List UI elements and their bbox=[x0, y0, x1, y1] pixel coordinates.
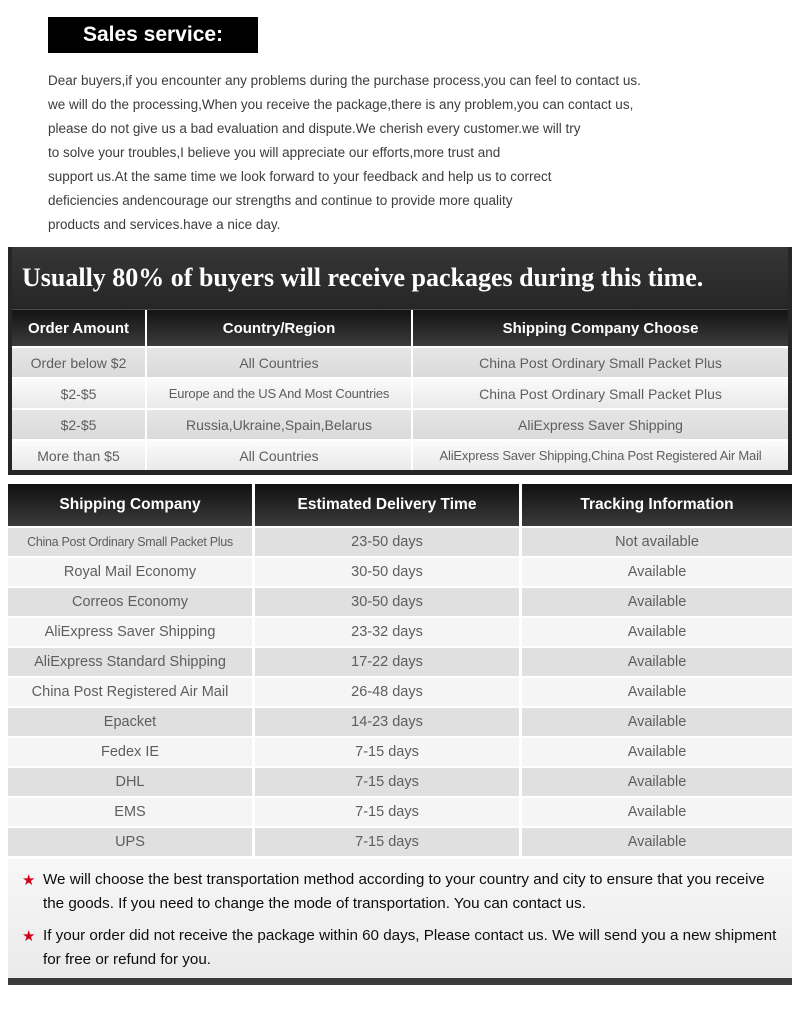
star-icon: ★ bbox=[22, 872, 36, 889]
table-cell: 30-50 days bbox=[252, 588, 519, 616]
table-cell: Available bbox=[519, 558, 792, 586]
table-cell: China Post Ordinary Small Packet Plus bbox=[411, 348, 788, 377]
table-cell: DHL bbox=[8, 768, 252, 796]
table-cell: AliExpress Standard Shipping bbox=[8, 648, 252, 676]
table-cell: 7-15 days bbox=[252, 768, 519, 796]
table-cell: China Post Ordinary Small Packet Plus bbox=[8, 528, 252, 556]
table-cell: 7-15 days bbox=[252, 828, 519, 856]
table-cell: Fedex IE bbox=[8, 738, 252, 766]
intro-line: Dear buyers,if you encounter any problems during the purchase process,you can feel to contact us. bbox=[48, 73, 641, 88]
note-item bbox=[20, 924, 780, 972]
table-cell: Available bbox=[519, 798, 792, 826]
table-row bbox=[8, 736, 792, 766]
table-row bbox=[8, 616, 792, 646]
table-row bbox=[8, 526, 792, 556]
table-row bbox=[8, 676, 792, 706]
table-row bbox=[12, 439, 788, 470]
table-cell: Available bbox=[519, 588, 792, 616]
table-cell: Not available bbox=[519, 528, 792, 556]
table-cell: Available bbox=[519, 768, 792, 796]
footer-notes bbox=[8, 859, 792, 985]
intro-paragraph bbox=[48, 69, 770, 237]
intro-line: products and services.have a nice day. bbox=[48, 217, 281, 232]
table-cell: UPS bbox=[8, 828, 252, 856]
table-cell: Available bbox=[519, 708, 792, 736]
table-cell: 30-50 days bbox=[252, 558, 519, 586]
note-text: We will choose the best transportation method according to your country and city to ensure that you receive the goods. If you need to change the mode of transportation. You can contact us. bbox=[43, 871, 765, 912]
table-row bbox=[8, 766, 792, 796]
note-item bbox=[20, 868, 780, 916]
table-cell: More than $5 bbox=[12, 441, 145, 470]
table-cell: AliExpress Saver Shipping bbox=[8, 618, 252, 646]
table-cell: China Post Ordinary Small Packet Plus bbox=[411, 379, 788, 408]
table-cell: AliExpress Saver Shipping bbox=[411, 410, 788, 439]
intro-line: please do not give us a bad evaluation and dispute.We cherish every customer.we will try bbox=[48, 121, 581, 136]
table-cell: 7-15 days bbox=[252, 798, 519, 826]
header-cell-estimated-delivery-time: Estimated Delivery Time bbox=[252, 484, 519, 526]
table-cell: AliExpress Saver Shipping,China Post Registered Air Mail bbox=[411, 441, 788, 470]
table-row bbox=[8, 826, 792, 856]
table-row bbox=[8, 586, 792, 616]
note-text: If your order did not receive the package within 60 days, Please contact us. We will send you a new shipment for free or refund for you. bbox=[43, 927, 777, 968]
header-cell-shipping-company-choose: Shipping Company Choose bbox=[411, 310, 788, 346]
table-cell: EMS bbox=[8, 798, 252, 826]
table-cell: 23-32 days bbox=[252, 618, 519, 646]
table-cell: 7-15 days bbox=[252, 738, 519, 766]
table-cell: Order below $2 bbox=[12, 348, 145, 377]
delivery-times-table bbox=[8, 484, 792, 856]
sales-service-page bbox=[0, 17, 800, 1010]
header-cell-country-region: Country/Region bbox=[145, 310, 411, 346]
table-cell: Available bbox=[519, 618, 792, 646]
header-cell-order-amount: Order Amount bbox=[27, 319, 130, 337]
star-icon: ★ bbox=[22, 928, 36, 945]
intro-line: to solve your troubles,I believe you will appreciate our efforts,more trust and bbox=[48, 145, 501, 160]
table-cell: All Countries bbox=[145, 348, 411, 377]
table-cell: Available bbox=[519, 648, 792, 676]
promo-banner: Usually 80% of buyers will receive packages during this time. bbox=[12, 247, 788, 310]
table-cell: 17-22 days bbox=[252, 648, 519, 676]
shipping-rules-header-row bbox=[12, 310, 788, 346]
table-cell: Correos Economy bbox=[8, 588, 252, 616]
table-cell: 14-23 days bbox=[252, 708, 519, 736]
table-cell: Epacket bbox=[8, 708, 252, 736]
table-row bbox=[8, 706, 792, 736]
table-row bbox=[12, 377, 788, 408]
intro-line: deficiencies andencourage our strengths and continue to provide more quality bbox=[48, 193, 513, 208]
table-row bbox=[12, 346, 788, 377]
intro-line: support us.At the same time we look forward to your feedback and help us to correct bbox=[48, 169, 552, 184]
table-cell: Europe and the US And Most Countries bbox=[145, 379, 411, 408]
table-cell: Russia,Ukraine,Spain,Belarus bbox=[145, 410, 411, 439]
table-cell: Available bbox=[519, 828, 792, 856]
header-cell-tracking-information: Tracking Information bbox=[519, 484, 792, 526]
table-row bbox=[12, 408, 788, 439]
shipping-rules-table bbox=[8, 247, 792, 475]
table-row bbox=[8, 796, 792, 826]
table-cell: Royal Mail Economy bbox=[8, 558, 252, 586]
table-row bbox=[8, 646, 792, 676]
table-cell: 23-50 days bbox=[252, 528, 519, 556]
sales-service-title: Sales service: bbox=[48, 17, 258, 53]
table-row bbox=[8, 556, 792, 586]
table-cell: All Countries bbox=[145, 441, 411, 470]
header-cell-shipping-company: Shipping Company bbox=[59, 496, 201, 513]
intro-line: we will do the processing,When you receive the package,there is any problem,you can contact us, bbox=[48, 97, 634, 112]
table-cell: $2-$5 bbox=[12, 410, 145, 439]
table-cell: China Post Registered Air Mail bbox=[8, 678, 252, 706]
table-cell: Available bbox=[519, 678, 792, 706]
table-cell: $2-$5 bbox=[12, 379, 145, 408]
footer-bottom-bar bbox=[8, 978, 792, 985]
table-cell: 26-48 days bbox=[252, 678, 519, 706]
delivery-times-header-row bbox=[8, 484, 792, 526]
table-cell: Available bbox=[519, 738, 792, 766]
